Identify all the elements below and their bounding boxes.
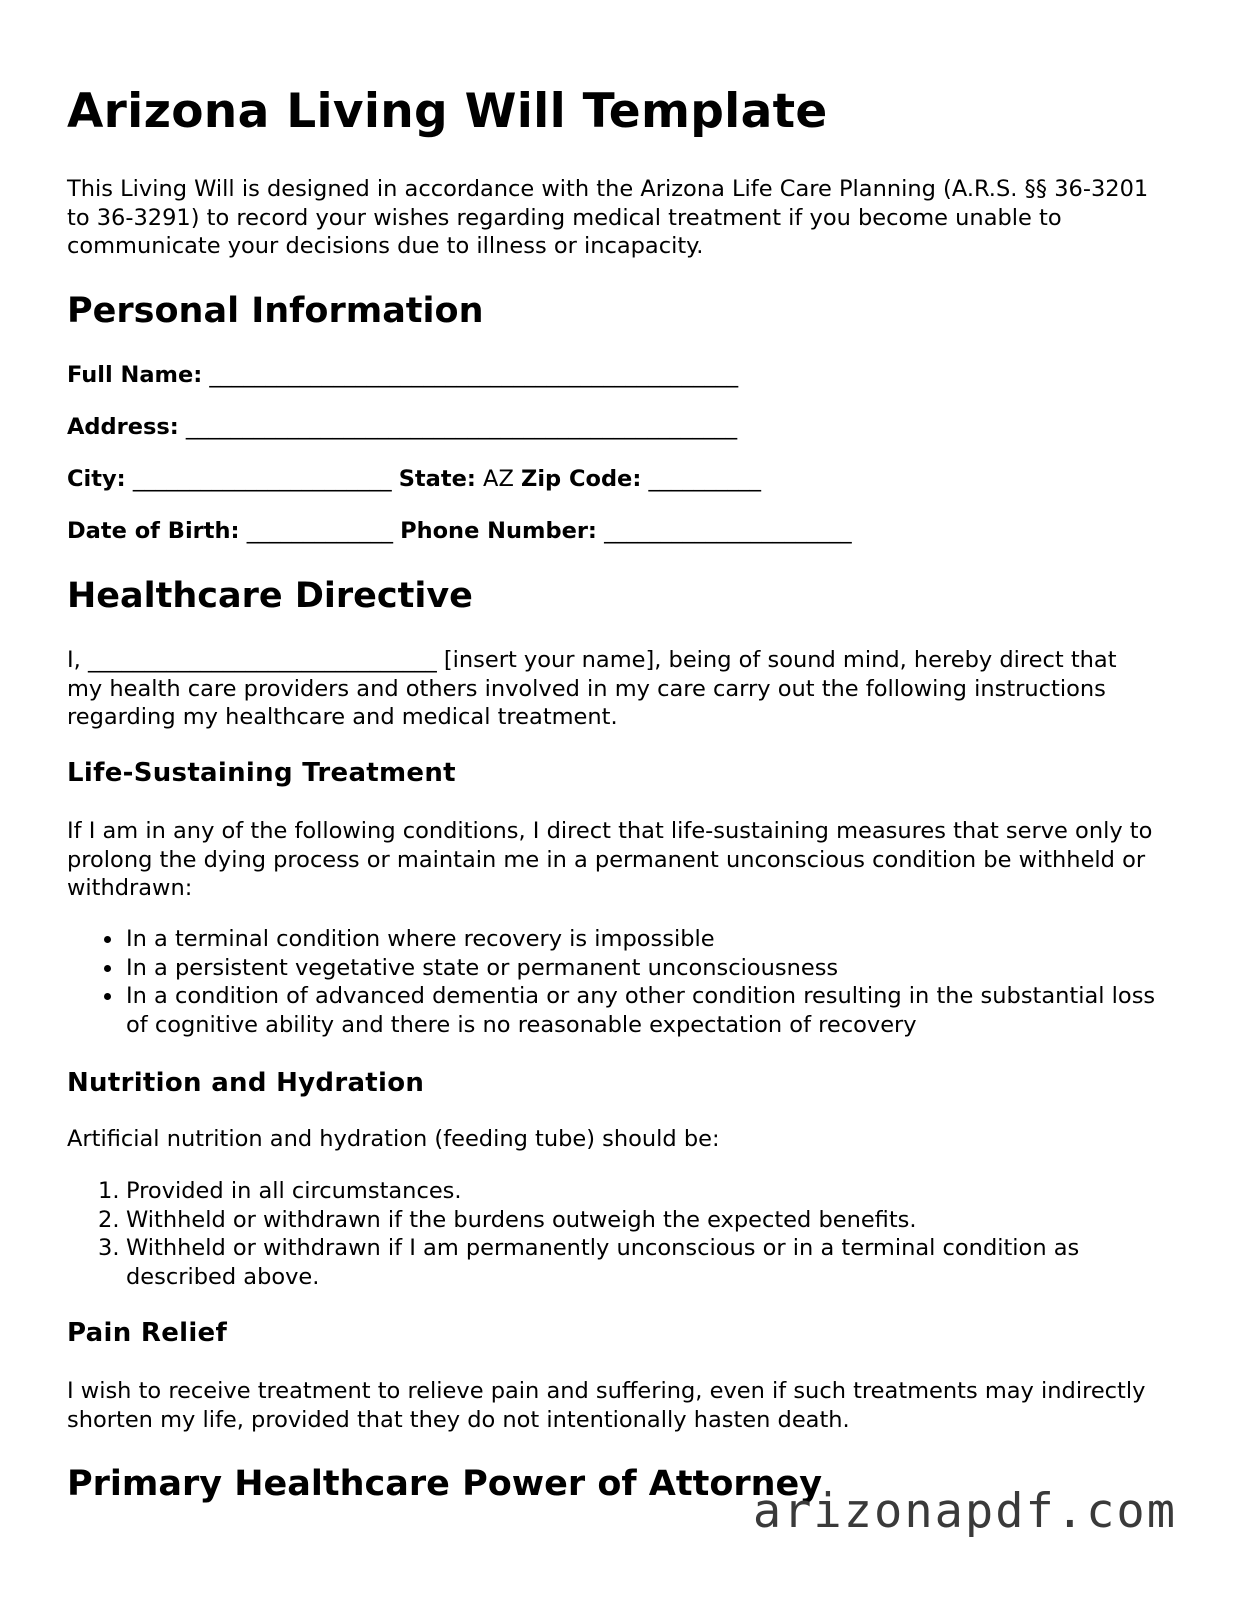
watermark: arizonapdf.com — [752, 1484, 1177, 1539]
life-sustaining-paragraph: If I am in any of the following conditions, I direct that life-sustaining measures that serve only to prolong the dying process or maintain me in a permanent unconscious condition be withheld or withdrawn: — [67, 818, 1153, 902]
phone-blank[interactable]: ______________________ — [604, 518, 852, 544]
list-item[interactable] — [67, 1234, 1167, 1291]
nutrition-options-list — [67, 1177, 1167, 1292]
state-value: AZ — [483, 466, 514, 492]
personal-info-heading: Personal Information — [67, 291, 484, 331]
directive-paragraph: I, _______________________________ [insert your name], being of sound mind, hereby direct that my health care providers and others involved in my care carry out the following instructions regarding my healthcare and medical treatment. — [67, 647, 1117, 731]
document-title: Arizona Living Will Template — [67, 84, 828, 139]
address-label: Address: — [67, 414, 179, 440]
intro-paragraph: This Living Will is designed in accordance with the Arizona Life Care Planning (A.R.S. §§ 36-3201 to 36-3291) to record your wishes regarding medical treatment if you become unable to communicate your decisions due to illness or incapacity. — [67, 176, 1149, 260]
list-item: In a terminal condition where recovery is impossible — [67, 925, 1167, 954]
nutrition-heading: Nutrition and Hydration — [67, 1068, 425, 1098]
phone-label: Phone Number: — [400, 518, 597, 544]
city-label: City: — [67, 466, 126, 492]
list-number: 1. — [98, 1178, 120, 1204]
full-name-field[interactable] — [67, 361, 738, 389]
address-field[interactable] — [67, 413, 737, 441]
zip-blank[interactable]: __________ — [648, 466, 761, 492]
dob-label: Date of Birth: — [67, 518, 240, 544]
address-blank[interactable]: _________________________________________________ — [185, 414, 738, 440]
list-item[interactable] — [67, 1206, 1167, 1235]
pain-relief-paragraph: I wish to receive treatment to relieve pain and suffering, even if such treatments may indirectly shorten my life, provided that they do not intentionally hasten death. — [67, 1378, 1146, 1433]
city-state-zip-row — [67, 465, 761, 493]
full-name-blank[interactable]: _______________________________________________ — [209, 362, 739, 388]
list-number: 3. — [98, 1235, 120, 1262]
state-label: State: — [398, 466, 476, 492]
city-blank[interactable]: _______________________ — [132, 466, 392, 492]
dob-phone-row — [67, 517, 852, 545]
option-text: Withheld or withdrawn if I am permanently unconscious or in a terminal condition as described above. — [126, 1235, 1080, 1291]
dob-blank[interactable]: _____________ — [246, 518, 393, 544]
list-number: 2. — [98, 1206, 120, 1233]
zip-label: Zip Code: — [521, 466, 642, 492]
life-sustaining-heading: Life-Sustaining Treatment — [67, 758, 456, 788]
condition-list — [67, 925, 1167, 1040]
pain-relief-heading: Pain Relief — [67, 1318, 228, 1348]
list-item: In a persistent vegetative state or permanent unconsciousness — [67, 954, 1167, 983]
poa-heading: Primary Healthcare Power of Attorney — [67, 1464, 823, 1504]
nutrition-paragraph: Artificial nutrition and hydration (feeding tube) should be: — [67, 1126, 720, 1152]
healthcare-directive-heading: Healthcare Directive — [67, 576, 473, 616]
list-item[interactable] — [67, 1177, 1167, 1206]
option-text: Withheld or withdrawn if the burdens outweigh the expected benefits. — [126, 1206, 917, 1233]
full-name-label: Full Name: — [67, 362, 203, 388]
option-text: Provided in all circumstances. — [126, 1178, 462, 1204]
list-item: In a condition of advanced dementia or any other condition resulting in the substantial loss of cognitive ability and there is no reasonable expectation of recovery — [67, 982, 1167, 1039]
